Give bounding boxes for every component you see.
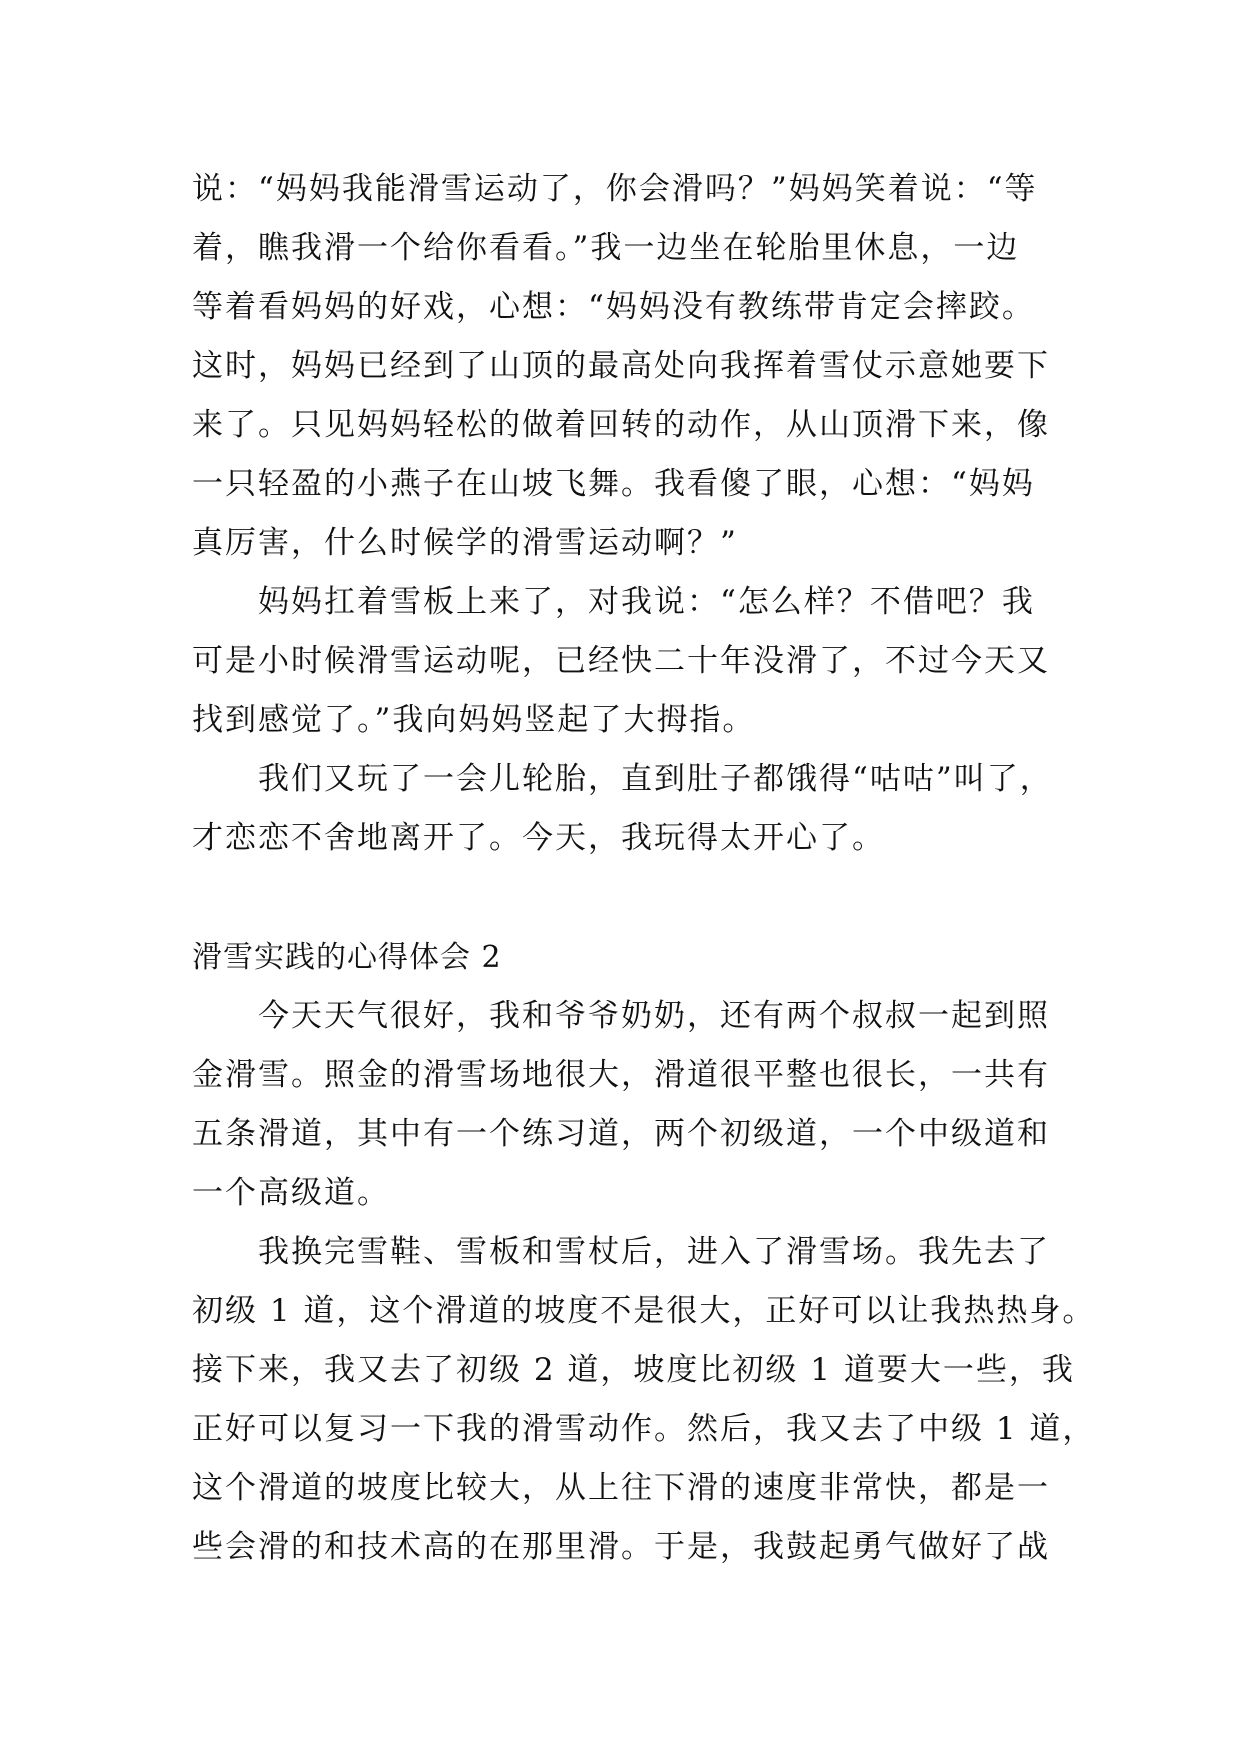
text-line: 来了。只见妈妈轻松的做着回转的动作，从山顶滑下来，像 — [192, 407, 1050, 443]
text-line: 这时，妈妈已经到了山顶的最高处向我挥着雪仗示意她要下 — [192, 348, 1050, 384]
text-line: 些会滑的和技术高的在那里滑。于是，我鼓起勇气做好了战 — [192, 1529, 1050, 1565]
paragraph-2 — [192, 573, 1052, 750]
text-line: 等着看妈妈的好戏，心想：“妈妈没有教练带肯定会摔跤。 — [192, 289, 1035, 325]
text-line: 我换完雪鞋、雪板和雪杖后，进入了滑雪场。我先去了 — [258, 1234, 1050, 1270]
text-line: 今天天气很好，我和爷爷奶奶，还有两个叔叔一起到照 — [258, 998, 1050, 1034]
text-line: 我们又玩了一会儿轮胎，直到肚子都饿得“咕咕”叫了， — [258, 761, 1053, 797]
text-line: 找到感觉了。”我向妈妈竖起了大拇指。 — [192, 702, 756, 738]
paragraph-1 — [192, 160, 1052, 573]
text-line: 正好可以复习一下我的滑雪动作。然后，我又去了中级 1 道， — [192, 1411, 1096, 1447]
section-title-text: 滑雪实践的心得体会 2 — [192, 940, 502, 975]
text-line: 妈妈扛着雪板上来了，对我说：“怎么样？不借吧？我 — [258, 584, 1035, 620]
text-line: 可是小时候滑雪运动呢，已经快二十年没滑了，不过今天又 — [192, 643, 1050, 679]
text-line: 着，瞧我滑一个给你看看。”我一边坐在轮胎里休息，一边 — [192, 230, 1020, 266]
paragraph-5 — [192, 1223, 1096, 1577]
text-line: 这个滑道的坡度比较大，从上往下滑的速度非常快，都是一 — [192, 1470, 1050, 1506]
text-line: 接下来，我又去了初级 2 道，坡度比初级 1 道要大一些，我 — [192, 1352, 1075, 1388]
text-line: 一个高级道。 — [192, 1175, 390, 1211]
text-line: 真厉害，什么时候学的滑雪运动啊？” — [192, 525, 738, 561]
text-line: 说：“妈妈我能滑雪运动了，你会滑吗？”妈妈笑着说：“等 — [192, 171, 1038, 207]
text-line: 五条滑道，其中有一个练习道，两个初级道，一个中级道和 — [192, 1116, 1050, 1152]
section-title — [192, 928, 1052, 987]
paragraph-3 — [192, 750, 1052, 868]
text-line: 才恋恋不舍地离开了。今天，我玩得太开心了。 — [192, 820, 885, 856]
text-line: 一只轻盈的小燕子在山坡飞舞。我看傻了眼，心想：“妈妈 — [192, 466, 1035, 502]
text-line: 金滑雪。照金的滑雪场地很大，滑道很平整也很长，一共有 — [192, 1057, 1050, 1093]
paragraph-4 — [192, 987, 1052, 1223]
text-line: 初级 1 道，这个滑道的坡度不是很大，正好可以让我热热身。 — [192, 1293, 1096, 1329]
